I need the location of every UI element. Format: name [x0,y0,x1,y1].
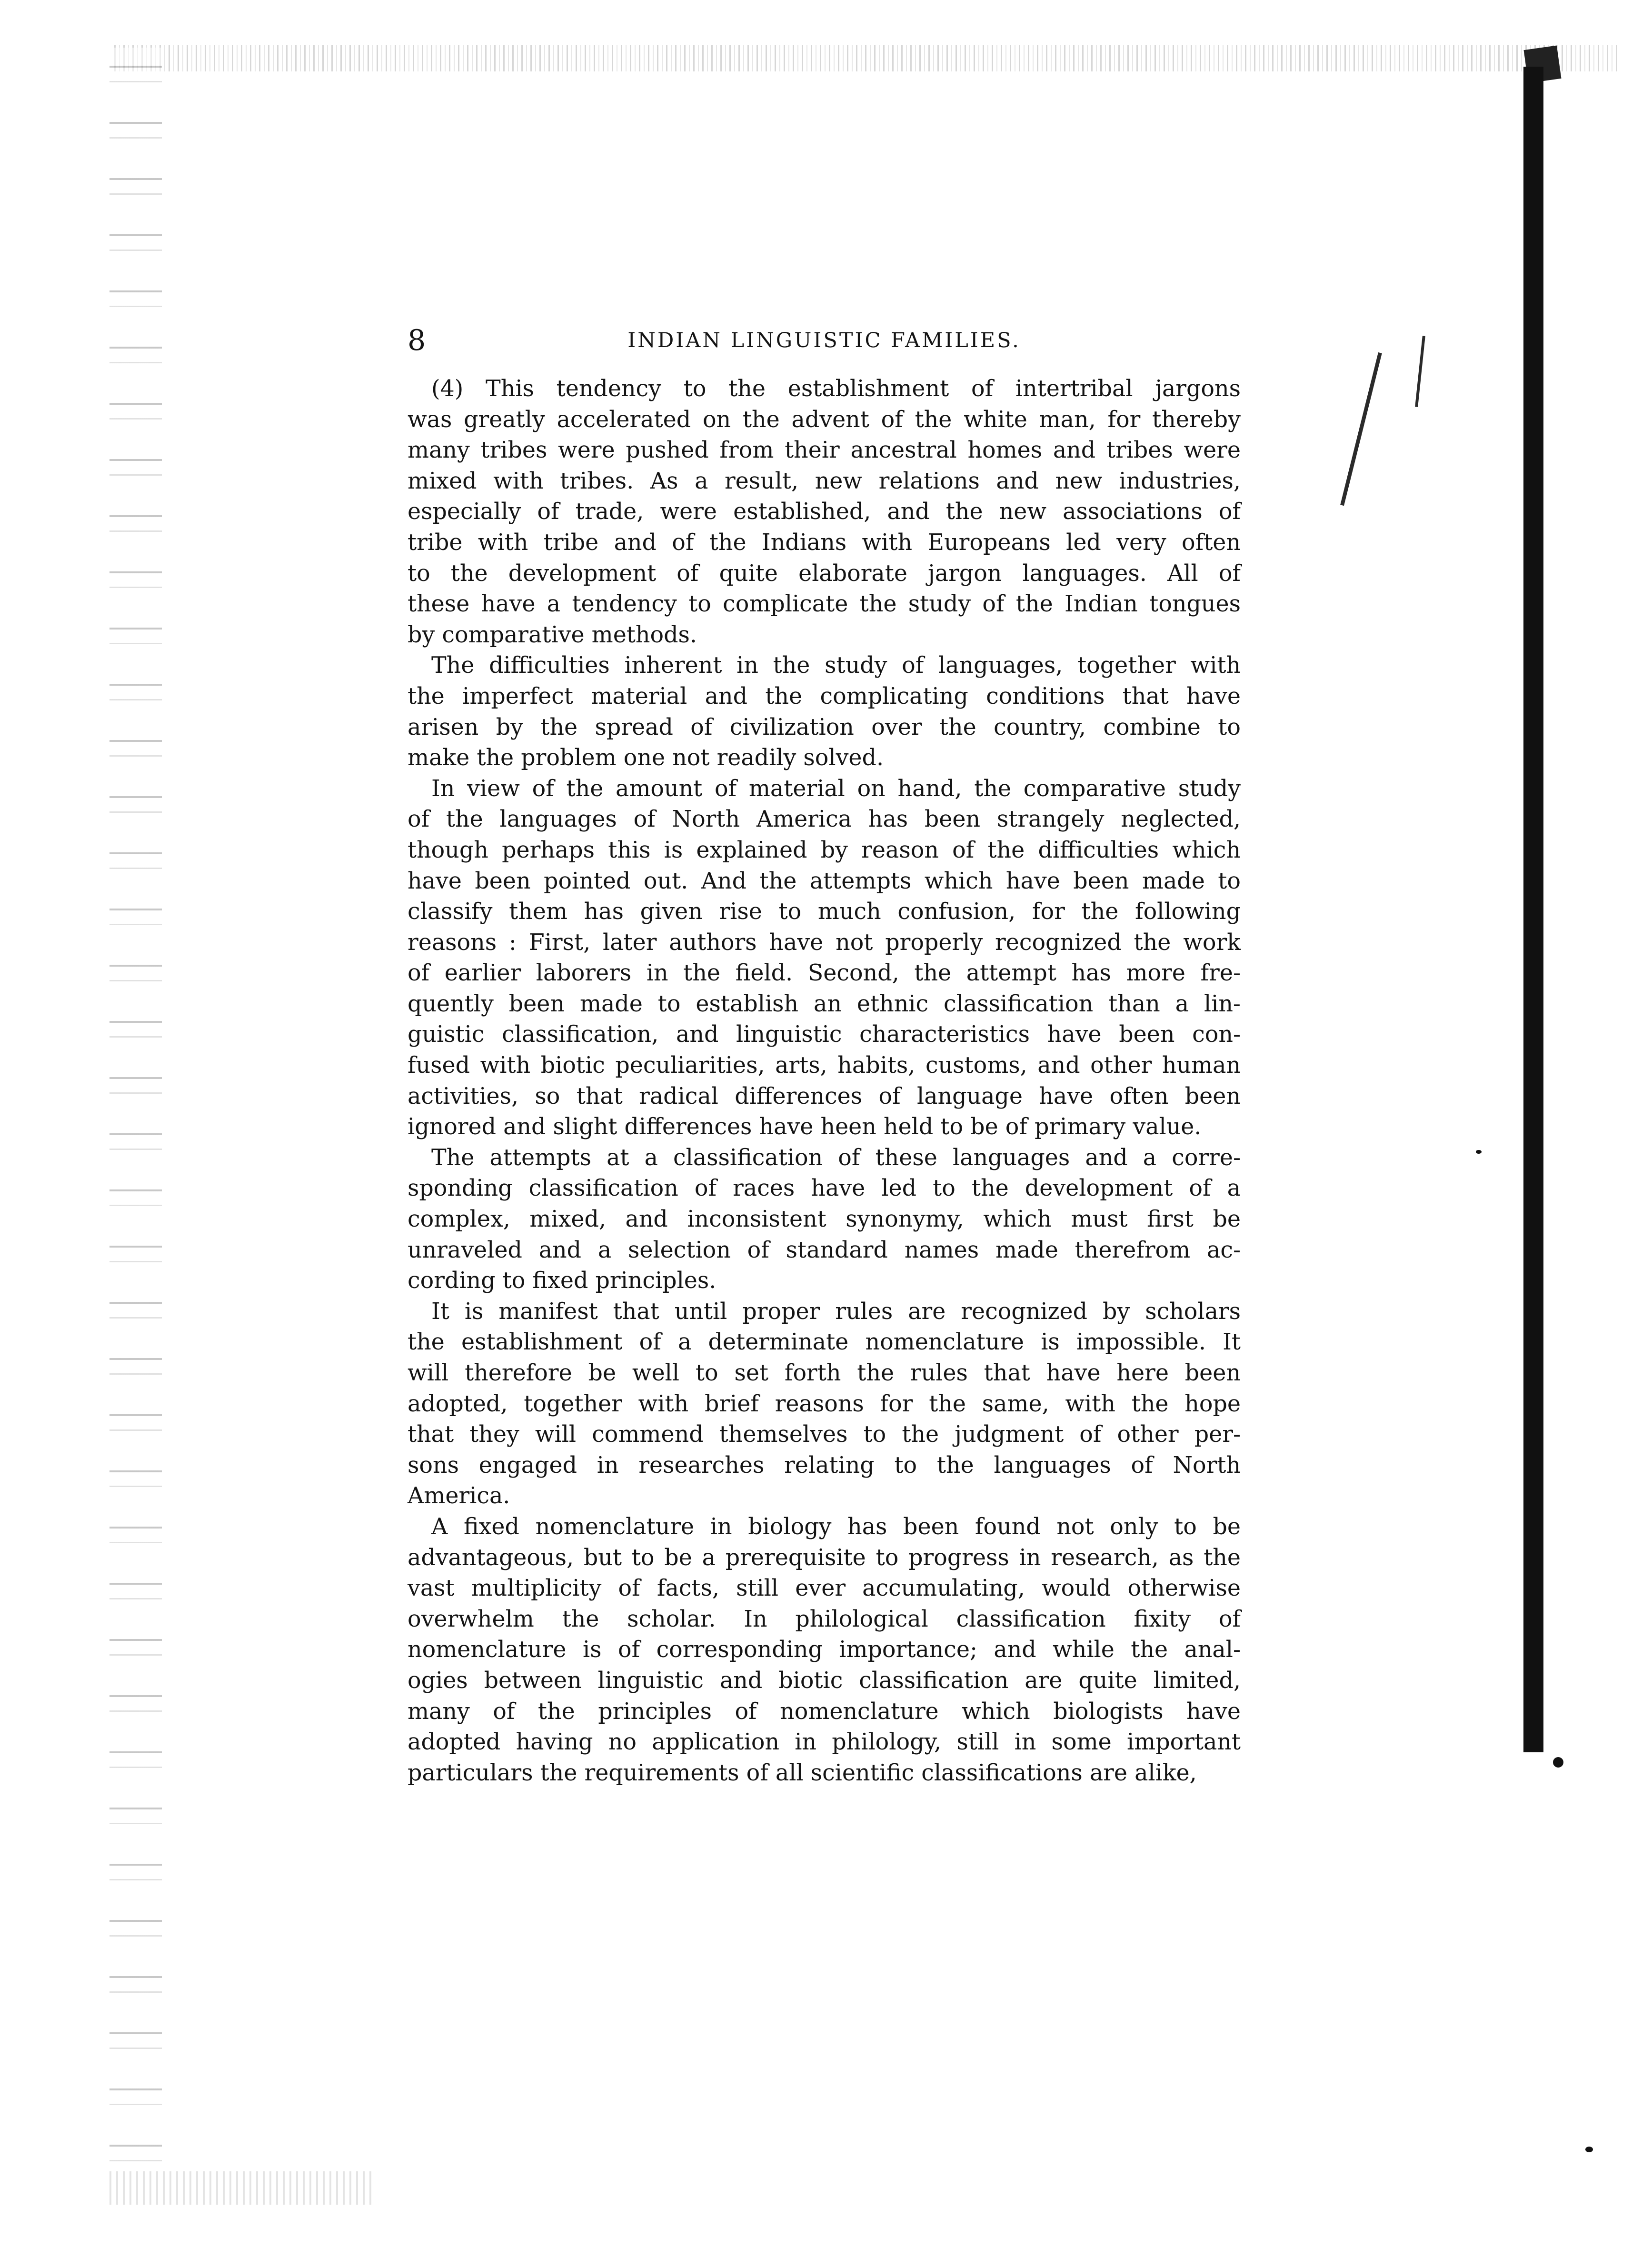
text-line: make the problem one not readily solved. [408,745,884,771]
page-number: 8 [408,324,426,357]
text-line: reasons : First, later authors have not properly recognized the work [408,929,1241,956]
text-line: classify them has given rise to much confusion, for the following [408,899,1241,925]
paragraph [408,1297,1241,1512]
text-line: The attempts at a classification of these languages and a corre- [431,1144,1241,1171]
paragraph [408,774,1241,1143]
page-header [408,318,1241,363]
text-line: vast multiplicity of facts, still ever accumulating, would otherwise [408,1575,1241,1602]
text-line: of the languages of North America has been strangely neglected, [408,806,1241,833]
ink-speck [1553,1757,1563,1768]
scan-noise-bottom [109,2171,376,2205]
binding-edge-shadow [1523,67,1543,1752]
body-text [408,374,1241,1788]
text-line: will therefore be well to set forth the rules that have here been [408,1360,1241,1386]
text-line: particulars the requirements of all scientific classifications are alike, [408,1759,1197,1786]
text-line: many of the principles of nomenclature which biologists have [408,1698,1241,1725]
text-line: was greatly accelerated on the advent of the white man, for thereby [408,406,1241,433]
text-line: sons engaged in researches relating to the languages of North [408,1452,1241,1479]
text-line: In view of the amount of material on hand, the comparative study [431,775,1241,802]
text-line: ogies between linguistic and biotic classification are quite limited, [408,1667,1241,1694]
text-line: sponding classification of races have led to the development of a [408,1175,1241,1202]
text-line: these have a tendency to complicate the study of the Indian tongues [408,591,1241,618]
text-line: The difficulties inherent in the study of languages, together with [431,652,1241,679]
text-line: complex, mixed, and inconsistent synonymy, which must first be [408,1206,1241,1233]
text-line: activities, so that radical differences of language have often been [408,1083,1241,1109]
margin-pencil-mark-small [1415,336,1425,407]
text-line: by comparative methods. [408,621,697,648]
text-line: It is manifest that until proper rules are recognized by scholars [431,1298,1241,1325]
running-title: INDIAN LINGUISTIC FAMILIES. [627,329,1021,352]
text-line: unraveled and a selection of standard names made therefrom ac- [408,1237,1241,1263]
text-line: that they will commend themselves to the judgment of other per- [408,1421,1241,1448]
text-line: America. [408,1483,510,1509]
text-line: A fixed nomenclature in biology has been found not only to be [431,1513,1241,1540]
text-line: cording to fixed principles. [408,1268,717,1294]
text-line: adopted, together with brief reasons for the same, with the hope [408,1390,1241,1417]
text-line: arisen by the spread of civilization over the country, combine to [408,714,1241,740]
paragraph [408,1512,1241,1788]
text-line: adopted having no application in philology, still in some important [408,1729,1241,1756]
text-line: especially of trade, were established, and the new associations of [408,499,1241,525]
scan-noise-top [114,45,1619,71]
margin-pencil-mark [1340,352,1382,506]
text-line: tribe with tribe and of the Indians with Europeans led very often [408,529,1241,556]
text-line: nomenclature is of corresponding importance; and while the anal- [408,1637,1241,1663]
text-line: mixed with tribes. As a result, new relations and new industries, [408,468,1241,494]
text-line: ignored and slight differences have heen held to be of primary value. [408,1114,1202,1140]
text-line: though perhaps this is explained by reason of the difficulties which [408,837,1241,863]
paragraph [408,1143,1241,1297]
text-line: have been pointed out. And the attempts which have been made to [408,868,1241,894]
paragraph [408,374,1241,650]
text-line: (4) This tendency to the establishment of intertribal jargons [431,376,1241,402]
text-line: the establishment of a determinate nomenclature is impossible. It [408,1329,1241,1356]
ink-speck [1476,1150,1482,1154]
text-line: overwhelm the scholar. In philological classification fixity of [408,1606,1241,1632]
ink-speck [1585,2147,1593,2152]
paragraph [408,650,1241,773]
text-line: to the development of quite elaborate jargon languages. All of [408,560,1241,587]
text-line: quently been made to establish an ethnic classification than a lin- [408,990,1241,1017]
text-line: the imperfect material and the complicating conditions that have [408,683,1241,709]
text-line: fused with biotic peculiarities, arts, habits, customs, and other human [408,1052,1241,1079]
text-line: many tribes were pushed from their ancestral homes and tribes were [408,437,1241,464]
text-line: advantageous, but to be a prerequisite to progress in research, as the [408,1544,1241,1571]
text-line: guistic classification, and linguistic characteristics have been con- [408,1021,1241,1048]
text-line: of earlier laborers in the field. Second, the attempt has more fre- [408,960,1241,987]
scan-noise-left-margin [109,48,162,2200]
